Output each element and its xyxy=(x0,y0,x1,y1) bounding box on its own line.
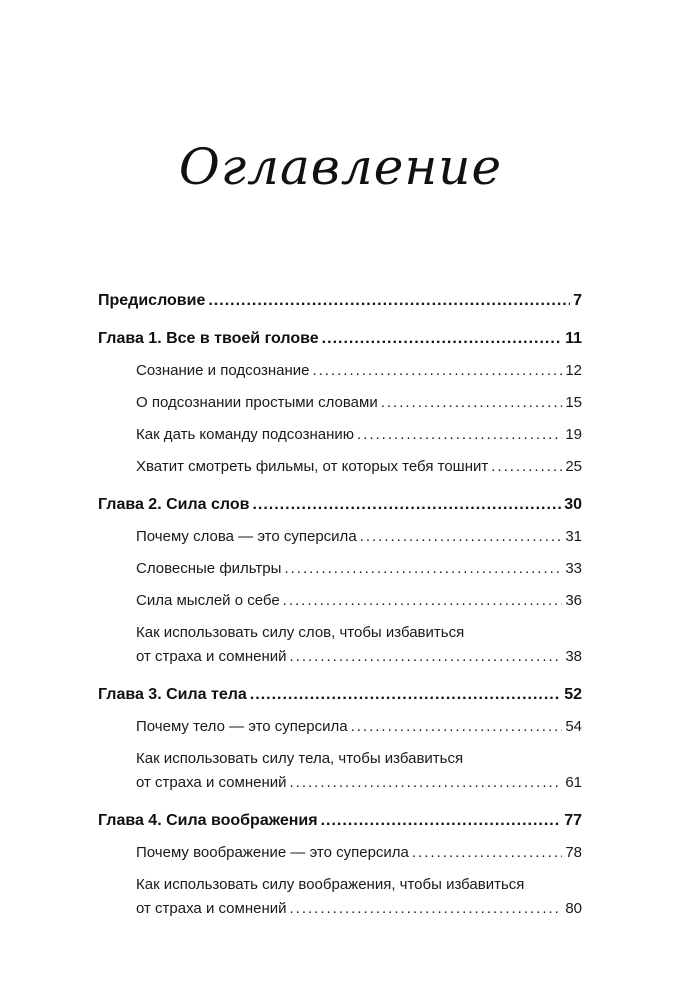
toc-chapter-preface[interactable] xyxy=(98,289,582,313)
toc-page-number: 61 xyxy=(565,774,582,791)
toc-page-number: 19 xyxy=(565,426,582,443)
toc-entry-title: Глава 1. Все в твоей голове xyxy=(98,330,319,347)
toc-section[interactable] xyxy=(98,455,582,479)
toc-chapter-1[interactable] xyxy=(98,327,582,351)
toc-entry-title: Как дать команду подсознанию xyxy=(136,426,355,443)
toc-entry-title: Глава 3. Сила тела xyxy=(98,686,247,703)
toc-section[interactable] xyxy=(98,423,582,447)
toc-entry-title: Сила мыслей о себе xyxy=(136,592,280,609)
dot-leader xyxy=(289,645,562,669)
toc-page-number: 12 xyxy=(565,362,582,379)
toc-page-number: 77 xyxy=(564,812,582,829)
dot-leader xyxy=(250,683,561,707)
toc-page-number: 36 xyxy=(565,592,582,609)
toc-chapter-4[interactable] xyxy=(98,809,582,833)
toc-section-line1[interactable]: Как использовать силу слов, чтобы избавиться xyxy=(136,624,465,641)
toc-entry-title: О подсознании простыми словами xyxy=(136,394,378,411)
table-of-contents xyxy=(98,289,582,921)
toc-entry-title: от страха и сомнений xyxy=(136,900,287,917)
toc-page-number: 54 xyxy=(565,718,582,735)
toc-page-number: 30 xyxy=(564,496,582,513)
toc-entry-title: Почему воображение — это суперсила xyxy=(136,844,409,861)
dot-leader xyxy=(321,809,562,833)
toc-page-number: 31 xyxy=(565,528,582,545)
toc-entry-title: от страха и сомнений xyxy=(136,648,287,665)
dot-leader xyxy=(322,327,562,351)
dot-leader xyxy=(289,771,562,795)
toc-entry-title: Сознание и подсознание xyxy=(136,362,310,379)
toc-section[interactable] xyxy=(98,391,582,415)
toc-entry-title: от страха и сомнений xyxy=(136,774,287,791)
toc-section[interactable] xyxy=(98,715,582,739)
toc-section[interactable] xyxy=(98,557,582,581)
toc-section[interactable] xyxy=(98,589,582,613)
toc-page-number: 38 xyxy=(565,648,582,665)
toc-entry-title: Почему слова — это суперсила xyxy=(136,528,357,545)
toc-section[interactable] xyxy=(98,359,582,383)
toc-page-number: 15 xyxy=(565,394,582,411)
toc-page-number: 33 xyxy=(565,560,582,577)
page-title: Оглавление xyxy=(178,138,503,196)
toc-page-number: 25 xyxy=(565,458,582,475)
toc-page-number: 80 xyxy=(565,900,582,917)
dot-leader xyxy=(284,557,562,581)
toc-section[interactable] xyxy=(98,897,582,921)
dot-leader xyxy=(289,897,562,921)
dot-leader xyxy=(252,493,561,517)
dot-leader xyxy=(208,289,570,313)
toc-section[interactable] xyxy=(98,645,582,669)
toc-section[interactable] xyxy=(98,525,582,549)
dot-leader xyxy=(357,423,562,447)
dot-leader xyxy=(283,589,563,613)
dot-leader xyxy=(491,455,562,479)
dot-leader xyxy=(312,359,562,383)
toc-section[interactable] xyxy=(98,771,582,795)
toc-entry-title: Хватит смотреть фильмы, от которых тебя тошнит xyxy=(136,458,489,475)
toc-chapter-2[interactable] xyxy=(98,493,582,517)
toc-section[interactable] xyxy=(98,841,582,865)
toc-section-line1[interactable]: Как использовать силу воображения, чтобы избавиться xyxy=(136,876,525,893)
dot-leader xyxy=(360,525,563,549)
dot-leader xyxy=(381,391,563,415)
toc-page-number: 52 xyxy=(564,686,582,703)
toc-section-line1[interactable]: Как использовать силу тела, чтобы избавиться xyxy=(136,750,464,767)
toc-chapter-3[interactable] xyxy=(98,683,582,707)
toc-entry-title: Почему тело — это суперсила xyxy=(136,718,348,735)
toc-entry-title: Глава 2. Сила слов xyxy=(98,496,250,513)
toc-page-number: 11 xyxy=(565,330,582,347)
toc-page-number: 78 xyxy=(565,844,582,861)
toc-entry-title: Предисловие xyxy=(98,292,206,309)
toc-page-number: 7 xyxy=(573,292,582,309)
toc-entry-title: Словесные фильтры xyxy=(136,560,282,577)
toc-entry-title: Глава 4. Сила воображения xyxy=(98,812,318,829)
dot-leader xyxy=(412,841,562,865)
dot-leader xyxy=(351,715,563,739)
